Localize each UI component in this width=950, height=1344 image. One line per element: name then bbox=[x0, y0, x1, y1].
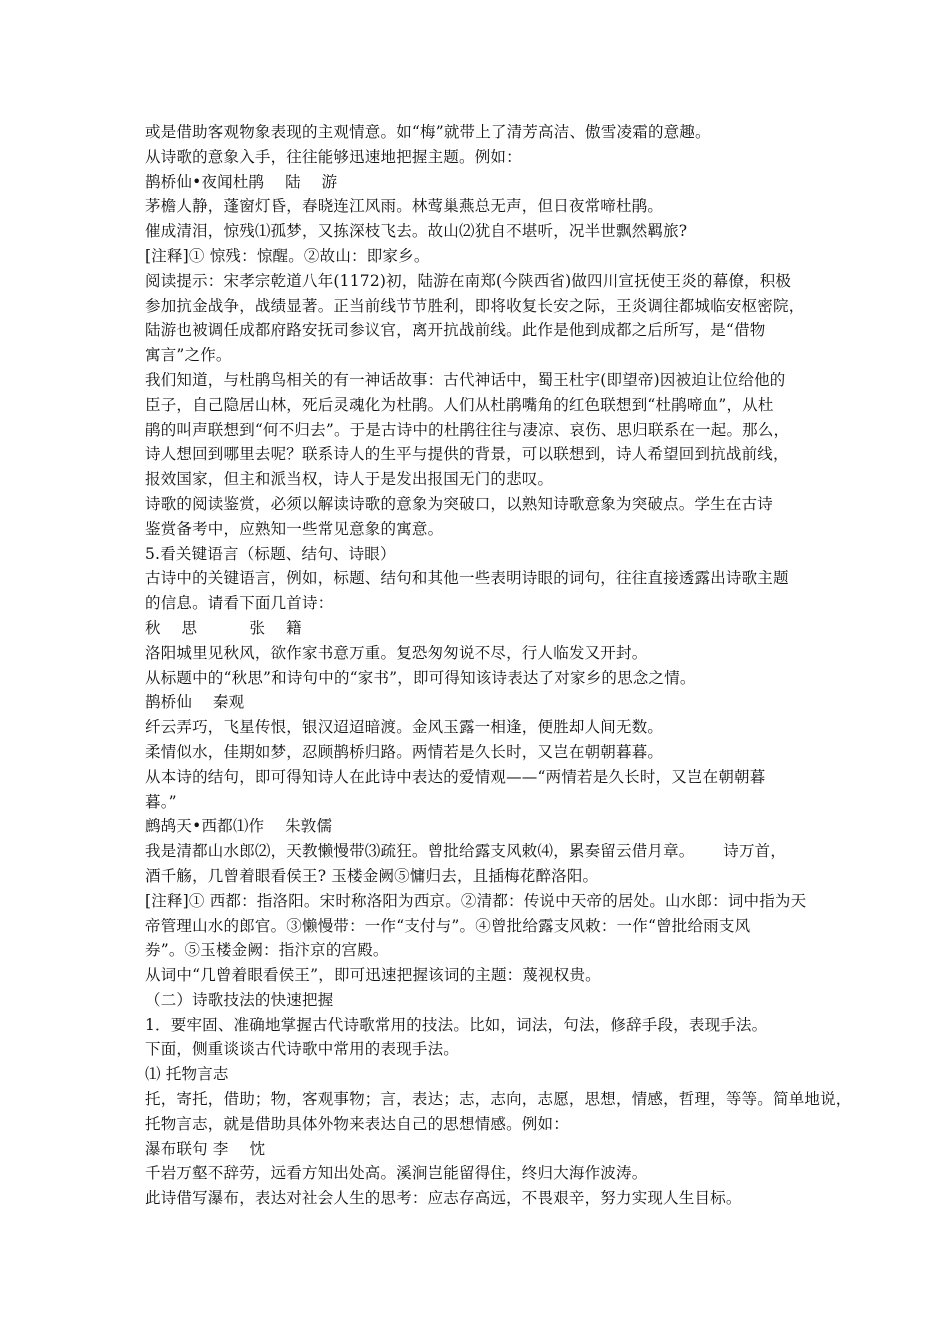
text-line: 暮。” bbox=[145, 792, 177, 811]
text-line: 从词中“几曾着眼看侯王”，即可迅速把握该词的主题：蔑视权贵。 bbox=[145, 966, 601, 985]
poem-title: 瀑布联句 李 忱 bbox=[145, 1139, 266, 1158]
text-line: 陆游也被调任成都府路安抚司参议官，离开抗战前线。此作是他到成都之后所写，是“借物 bbox=[145, 321, 766, 340]
section-heading: （二）诗歌技法的快速把握 bbox=[145, 990, 334, 1009]
text-line: 古诗中的关键语言，例如，标题、结句和其他一些表明诗眼的词句，往往直接透露出诗歌主题 bbox=[145, 569, 789, 588]
poem-line: 我是清都山水郎⑵，天教懒慢带⑶疏狂。曾批给露支风敕⑷，累奏留云借月章。 诗万首， bbox=[145, 842, 787, 861]
subsection-heading: ⑴ 托物言志 bbox=[145, 1065, 229, 1084]
poem-line: 洛阳城里见秋风，欲作家书意万重。复恐匆匆说不尽，行人临发又开封。 bbox=[145, 643, 648, 662]
text-line: 报效国家，但主和派当权，诗人于是发出报国无门的悲叹。 bbox=[145, 470, 554, 489]
annotation: [注释]① 西都：指洛阳。宋时称洛阳为西京。②清都：传说中天帝的居处。山水郎：词中指为天 bbox=[145, 891, 807, 910]
document-body bbox=[145, 120, 852, 1211]
text-line: 鉴赏备考中，应熟知一些常见意象的寓意。 bbox=[145, 519, 444, 538]
text-line: 此诗借写瀑布，表达对社会人生的思考：应志存高远，不畏艰辛，努力实现人生目标。 bbox=[145, 1189, 742, 1208]
text-line: 从标题中的“秋思”和诗句中的“家书”，即可得知该诗表达了对家乡的思念之情。 bbox=[145, 668, 696, 687]
text-line: 或是借助客观物象表现的主观情意。如“梅”就带上了清芳高洁、傲雪凌霜的意趣。 bbox=[145, 123, 711, 141]
text-line: 诗歌的阅读鉴赏，必须以解读诗歌的意象为突破口，以熟知诗歌意象为突破点。学生在古诗 bbox=[145, 494, 774, 513]
text-line: 我们知道，与杜鹃鸟相关的有一神话故事：古代神话中，蜀王杜宇(即望帝)因被迫让位给他的 bbox=[145, 370, 786, 389]
poem-line: 纤云弄巧，飞星传恨，银汉迢迢暗渡。金风玉露一相逢，便胜却人间无数。 bbox=[145, 718, 664, 737]
text-line: 从本诗的结句，即可得知诗人在此诗中表达的爱情观——“两情若是久长时，又岂在朝朝暮 bbox=[145, 767, 766, 786]
text-line: 托，寄托，借助；物，客观事物；言，表达；志，志向，志愿，思想，情感，哲理，等等。简单地说， bbox=[145, 1090, 852, 1109]
poem-title: 鹊桥仙 秦观 bbox=[145, 693, 245, 712]
poem-line: 千岩万壑不辞劳，远看方知出处高。溪涧岂能留得住，终归大海作波涛。 bbox=[145, 1164, 648, 1183]
poem-title: 鹧鸪天•西都⑴作 朱敦儒 bbox=[145, 817, 333, 836]
text-line: 阅读提示：宋孝宗乾道八年(1172)初，陆游在南郑(今陕西省)做四川宣抚使王炎的幕僚，积极 bbox=[145, 271, 792, 290]
text-line: 1．要牢固、准确地掌握古代诗歌常用的技法。比如，词法，句法，修辞手段，表现手法。 bbox=[145, 1015, 768, 1034]
poem-line: 柔情似水，佳期如梦，忍顾鹊桥归路。两情若是久长时，又岂在朝朝暮暮。 bbox=[145, 742, 664, 761]
text-line: 寓言”之作。 bbox=[145, 346, 232, 365]
poem-line: 酒千觞，几曾着眼看侯王? 玉楼金阙⑤慵归去，且插梅花醉洛阳。 bbox=[145, 866, 599, 885]
annotation: 券”。⑤玉楼金阙：指汴京的宫殿。 bbox=[145, 941, 389, 960]
text-line: 从诗歌的意象入手，往往能够迅速地把握主题。例如： bbox=[145, 147, 522, 166]
text-line: 下面，侧重谈谈古代诗歌中常用的表现手法。 bbox=[145, 1040, 460, 1059]
text-line: 鹃的叫声联想到“何不归去”。于是古诗中的杜鹃往往与凄凉、哀伤、思归联系在一起。那么， bbox=[145, 420, 790, 439]
poem-line: 茅檐人静，蓬窗灯昏，春晓连江风雨。林莺巢燕总无声，但日夜常啼杜鹃。 bbox=[145, 197, 664, 216]
text-line: 诗人想回到哪里去呢？联系诗人的生平与提供的背景，可以联想到，诗人希望回到抗战前线， bbox=[145, 445, 789, 464]
annotation: 帝管理山水的郎官。③懒慢带：一作“支付与”。④曾批给露支风敕：一作“曾批给雨支风 bbox=[145, 916, 751, 935]
poem-line: 催成清泪，惊残⑴孤梦，又拣深枝飞去。故山⑵犹自不堪听，况半世飘然羁旅? bbox=[145, 222, 688, 241]
poem-title: 秋 思 张 籍 bbox=[145, 618, 302, 637]
section-heading: 5.看关键语言（标题、结句、诗眼） bbox=[145, 544, 396, 563]
annotation: [注释]① 惊残：惊醒。②故山：即家乡。 bbox=[145, 246, 430, 265]
text-line: 的信息。请看下面几首诗： bbox=[145, 594, 334, 613]
text-line: 托物言志，就是借助具体外物来表达自己的思想情感。例如： bbox=[145, 1114, 569, 1133]
text-line: 臣子，自己隐居山林，死后灵魂化为杜鹃。人们从杜鹃嘴角的红色联想到“杜鹃啼血”，从杜 bbox=[145, 395, 774, 414]
text-line: 参加抗金战争，战绩显著。正当前线节节胜利，即将收复长安之际，王炎调往都城临安枢密院， bbox=[145, 296, 805, 315]
poem-title: 鹊桥仙•夜闻杜鹃 陆 游 bbox=[145, 172, 338, 191]
